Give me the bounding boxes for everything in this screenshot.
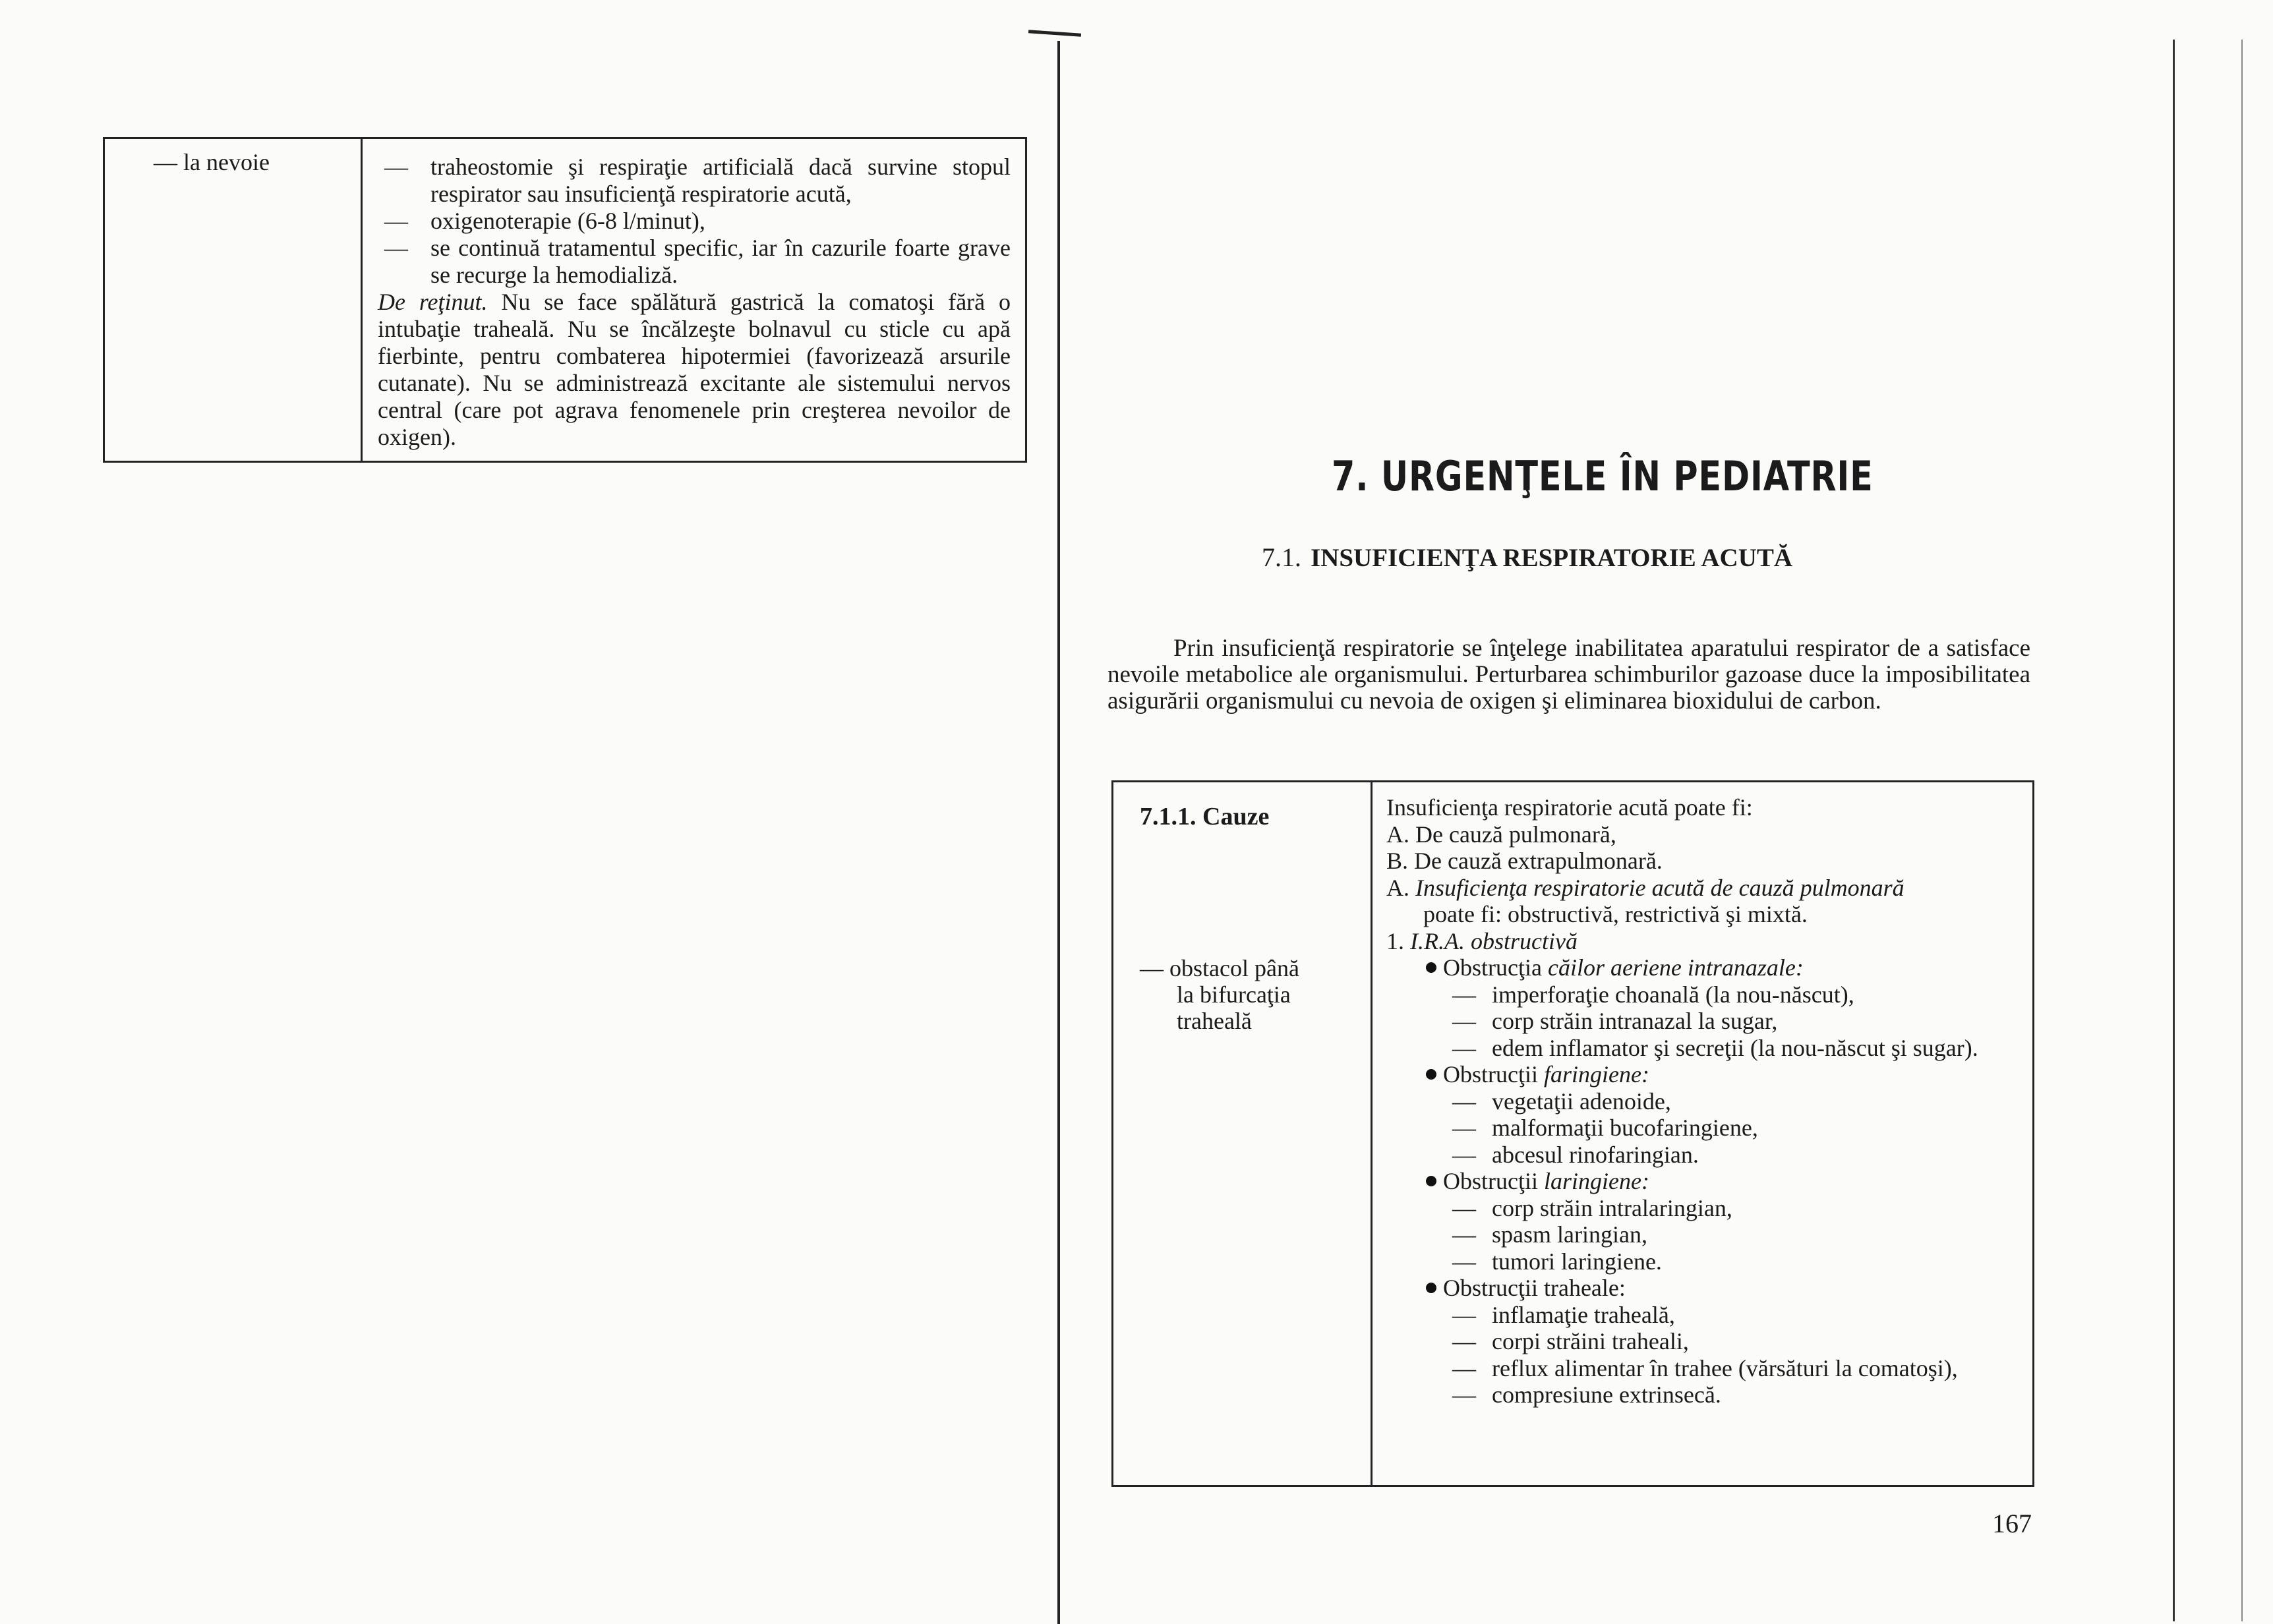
- bullet-item: Obstrucţia căilor aeriene intranazale:: [1386, 954, 2021, 981]
- list-item: — vegetaţii adenoide,: [1452, 1088, 1671, 1115]
- obstacle-label: — obstacol până la bifurcaţia traheală: [1140, 955, 1299, 1034]
- left-table: [103, 137, 1027, 463]
- list-item: — malformaţii bucofaringiene,: [1452, 1115, 1758, 1141]
- intro-paragraph: Prin insuficienţă respiratorie se înţelege inabilitatea aparatului respirator de a satisface nevoile metabolice ale organismului. Perturbarea schimburilor gazoase duce la imposibilitatea asigurării organismului cu nevoia de oxigen şi eliminarea bioxidului de carbon.: [1107, 635, 2030, 714]
- row-label: — la nevoie: [154, 149, 270, 175]
- list-item: — corp străin intralaringian,: [1452, 1194, 1732, 1221]
- bullet-item: Obstrucţii traheale:: [1386, 1275, 2021, 1302]
- table-heading: 7.1.1. Cauze: [1140, 803, 1270, 830]
- causes-table: [1111, 780, 2034, 1487]
- book-spine: [1057, 41, 1060, 1624]
- binding-mark: [1028, 30, 1081, 37]
- row-content: [378, 154, 1011, 451]
- list-item: — oxigenoterapie (6-8 l/minut),: [384, 208, 705, 234]
- list-item: — compresiune extrinsecă.: [1452, 1381, 1721, 1408]
- note-paragraph: De reţinut. Nu se face spălătură gastrică la comatoşi fără o intubaţie traheală. Nu se încălzeşte bolnavul cu sticle cu apă fierbinte, pentru combaterea hipotermiei (favorizează arsurile cutanate). Nu se administrează excitante ale sistemului nervos central (care pot agrava fenomenele prin creşterea nevoilor de oxigen).: [378, 289, 1011, 450]
- bullet-icon: [1426, 1283, 1436, 1293]
- list-item: — imperforaţie choanală (la nou-născut),: [1452, 981, 1854, 1008]
- bullet-item: Obstrucţii laringiene:: [1386, 1168, 2021, 1195]
- note-label: De reţinut.: [378, 289, 488, 315]
- bullet-item: Obstrucţii faringiene:: [1386, 1061, 2021, 1088]
- list-item: — corp străin intranazal la sugar,: [1452, 1008, 1778, 1034]
- list-item: — tumori laringiene.: [1452, 1248, 1662, 1275]
- bullet-icon: [1426, 962, 1436, 973]
- column-divider: [361, 139, 363, 461]
- list-item: — inflamaţie traheală,: [1452, 1301, 1675, 1328]
- causes-content: Insuficienţa respiratorie acută poate fi: A. De cauză pulmonară, B. De cauză extrapulmonară. A. Insuficienţa respiratorie acută de cauză pulmonară poate fi: obstructivă, restrictivă şi mixtă. 1. I.R.A. obstructivă Obstrucţia căilor aeriene intranazale: — imperforaţie choanală (la nou-născut), — corp străin intranazal la sugar, — edem inflamator şi secreţii (la nou-născut şi sugar). Obstrucţii faringiene: — vegetaţii adenoide, — malformaţii bucofaringiene, — abcesul rinofaringian. Obstrucţii laringiene: — corp străin intralaringian, — spasm laringian, — tumori laringiene. Obstrucţii traheale: — inflamaţie traheală, — corpi străini traheali, — reflux alimentar în trahee (vărsături la comatoşi), — compresiune extrinsecă.: [1386, 794, 2021, 1408]
- list-item: — spasm laringian,: [1452, 1221, 1647, 1248]
- page-number: 167: [1992, 1509, 2032, 1538]
- list-item: — abcesul rinofaringian.: [1452, 1141, 1699, 1168]
- list-item: — traheostomie şi respiraţie artificială dacă survine stopul respirator sau insuficienţă respiratorie acută,: [384, 154, 1011, 207]
- list-item: — reflux alimentar în trahee (vărsături la comatoşi),: [1452, 1354, 1958, 1381]
- page-edge-line-2: [2241, 40, 2243, 1621]
- section-title: 7.1. INSUFICIENŢA RESPIRATORIE ACUTĂ: [1262, 542, 1793, 572]
- column-divider: [1371, 782, 1373, 1485]
- chapter-title: 7. URGENŢELE ÎN PEDIATRIE: [1332, 452, 1874, 500]
- list-item: — corpi străini traheali,: [1452, 1328, 1689, 1354]
- list-item: — se continuă tratamentul specific, iar în cazurile foarte grave se recurge la hemodializă.: [384, 235, 1011, 288]
- list-item: — edem inflamator şi secreţii (la nou-născut şi sugar).: [1452, 1034, 1978, 1061]
- page-edge-line: [2173, 40, 2175, 1621]
- bullet-icon: [1426, 1176, 1436, 1186]
- bullet-icon: [1426, 1069, 1436, 1080]
